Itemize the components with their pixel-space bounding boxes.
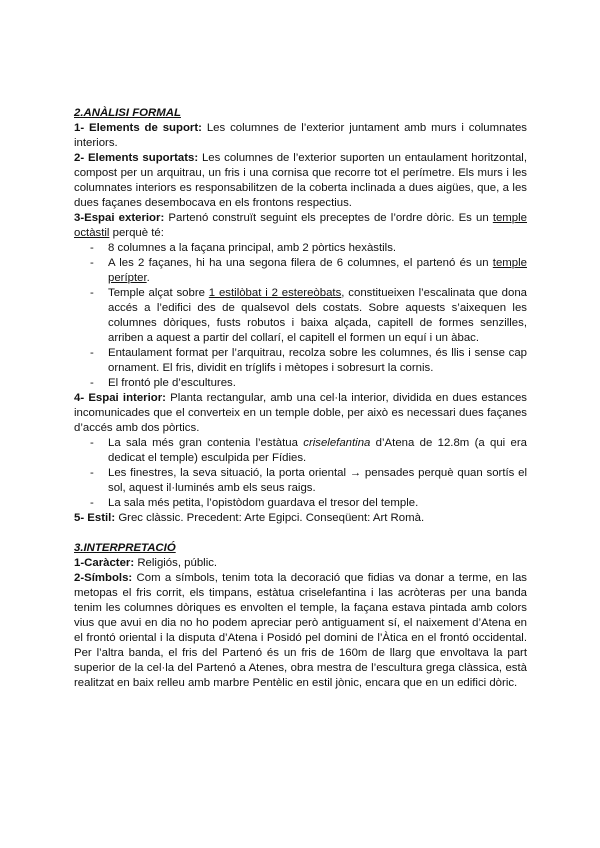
list-item-text: , constitueixen l’escalinata que dona accés a l’edifici des de qualsevol dels costats. Sobre aquests s’aixequen les columnes dòriques, fusts robutos i baixa alçada, capitell de formes senzilles, arriben a aquest a partir del collarí, el capitell el formen un equí i un àbac. (108, 287, 527, 344)
label-espai-interior: 4- Espai interior: (74, 392, 166, 404)
text-espai-exterior-a: Partenó construït seguint els preceptes de l’ordre dòric. Es un (164, 212, 493, 224)
text-elements-suportats: Les columnes de l’exterior suporten un entaulament horitzontal, compost per un arquitrau, un fris i una cornisa que recorre tot el perímetre. Els murs i les columnates interiors es responsabilitzen de la coberta inclinada a dues aigües, que, a les dues façanes desembocava en els frontons respectius. (74, 152, 527, 209)
label-elements-suportats: 2- Elements suportats: (74, 152, 199, 164)
label-simbols: 2-Símbols: (74, 572, 133, 584)
list-item-text: La sala més petita, l’opistòdom guardava el tresor del temple. (108, 497, 419, 509)
paragraph-estil (74, 511, 527, 526)
list-item (74, 466, 527, 496)
list-item-text: Entaulament format per l’arquitrau, recolza sobre les columnes, és llis i sense cap ornament. El fris, dividit en tríglifs i mètopes i sobresurt la cornis. (108, 347, 527, 374)
term-temple-octastil: temple octàstil (74, 212, 528, 239)
list-item-text: d’Atena de 12.8m (a qui era dedicat el temple) esculpida per Fídies. (108, 437, 527, 464)
list-item-text: . (146, 272, 150, 284)
list-espai-exterior (74, 241, 527, 391)
list-espai-interior (74, 436, 527, 511)
list-item (74, 256, 527, 286)
text-elements-suport: Les columnes de l’exterior juntament amb murs i columnates interiors. (74, 122, 527, 149)
list-item (74, 376, 527, 391)
paragraph-elements-suportats (74, 151, 527, 211)
list-item-text: Les finestres, la seva situació, la porta oriental → pensades perquè quan sortís el sol, aquest il·luminés amb els seus raigs. (108, 467, 527, 494)
paragraph-simbols (74, 571, 527, 691)
label-elements-suport: 1- Elements de suport: (74, 122, 202, 134)
list-item-text: El frontó ple d’escultures. (108, 377, 236, 389)
paragraph-espai-exterior (74, 211, 527, 241)
label-estil: 5- Estil: (74, 512, 116, 524)
list-item-text: La sala més gran contenia l’estàtua (108, 437, 304, 449)
term-temple-peripter: temple perípter (108, 257, 527, 284)
list-item (74, 286, 527, 346)
label-espai-exterior: 3-Espai exterior: (74, 212, 165, 224)
list-item (74, 346, 527, 376)
term-criselefantina: criselefantina (303, 437, 371, 449)
list-item-text: 8 columnes a la façana principal, amb 2 pòrtics hexàstils. (108, 242, 397, 254)
text-espai-interior: Planta rectangular, amb una cel·la interior, dividida en dues estances incomunicades que el converteix en un temple doble, per això es necessari dues façanes d’accés amb dos pòrtics. (74, 392, 527, 434)
list-item (74, 241, 527, 256)
label-caracter: 1-Caràcter: (74, 557, 135, 569)
list-item-text: A les 2 façanes, hi ha una segona filera de 6 columnes, el partenó és un (108, 257, 493, 269)
text-caracter: Religiós, públic. (134, 557, 218, 569)
text-estil: Grec clàssic. Precedent: Arte Egipci. Conseqüent: Art Romà. (115, 512, 425, 524)
term-estilobat: 1 estilòbat i 2 estereòbats (208, 287, 342, 299)
list-item (74, 436, 527, 466)
paragraph-elements-suport (74, 121, 527, 151)
paragraph-espai-interior (74, 391, 527, 436)
section-heading-interpretacio: 3.INTERPRETACIÓ (74, 542, 176, 554)
section-spacer (74, 526, 527, 541)
list-item-text: Temple alçat sobre (108, 287, 209, 299)
text-simbols: Com a símbols, tenim tota la decoració que fidias va donar a terme, en las metopas el fris corrit, els timpans, estàtua criselefantina i las acròteras per una banda tenim les columnes dòriques es envolten el temple, la façana estava pintada amb colors vius que avui en dia no ho podem apreciar però antiguament sí, el naixement d’Atena en el frontó oriental i la disputa d’Atena i Posidó pel domini de l’Àtica en el frontó occidental. Per l’altra banda, el fris del Partenó és un fris de 160m de llarg que envoltava la part superior de la cel·la del Partenó a Atenes, obra mestra de l’escultura grega clàssica, està realitzat en baix relleu amb marbre Pentèlic en estil jònic, encara que en un edifici dòric. (74, 572, 527, 689)
list-item (74, 496, 527, 511)
text-espai-exterior-b: perquè té: (109, 227, 164, 239)
document-page (74, 106, 527, 691)
section-heading-analisi-formal: 2.ANÀLISI FORMAL (74, 107, 181, 119)
paragraph-caracter (74, 556, 527, 571)
